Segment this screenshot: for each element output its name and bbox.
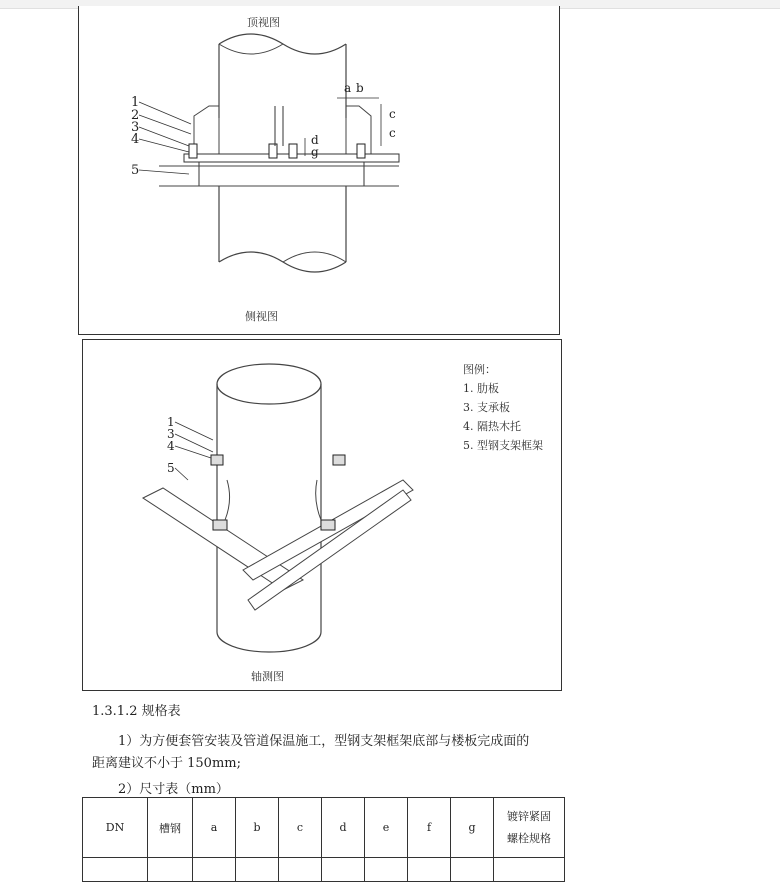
label-2: 2 <box>131 108 140 123</box>
dim-d: d <box>311 133 319 147</box>
legend-title: 图例： <box>463 363 496 376</box>
iso-label-4: 4 <box>167 439 175 453</box>
table-row <box>83 858 565 882</box>
header-d: d <box>322 798 365 858</box>
legend-item: 4. 隔热木托 <box>463 420 521 433</box>
header-c: c <box>279 798 322 858</box>
spec-table <box>82 797 565 882</box>
side-view-title: 侧视图 <box>245 310 278 323</box>
label-5: 5 <box>131 163 140 178</box>
dim-c1: c <box>389 107 396 121</box>
dim-c2: c <box>389 126 396 140</box>
iso-label-3: 3 <box>167 427 175 441</box>
section-heading: 1.3.1.2 规格表 <box>92 704 181 719</box>
iso-label-5: 5 <box>167 461 175 475</box>
dim-g: g <box>311 145 319 159</box>
paragraph-1-line-2: 距离建议不小于 150mm; <box>92 756 241 771</box>
figure-isometric <box>82 339 562 691</box>
header-channel: 槽钢 <box>148 798 193 858</box>
legend <box>463 360 543 455</box>
iso-caption: 轴测图 <box>251 670 284 683</box>
top-view-title: 顶视图 <box>247 16 280 29</box>
header-e: e <box>365 798 408 858</box>
dim-a: a <box>344 81 352 95</box>
label-4: 4 <box>131 132 140 147</box>
legend-item: 3. 支承板 <box>463 401 510 414</box>
header-bolt-line2: 螺栓规格 <box>507 831 551 845</box>
header-b: b <box>236 798 279 858</box>
dim-b: b <box>356 81 364 95</box>
legend-item: 1. 肋板 <box>463 382 499 395</box>
header-f: f <box>408 798 451 858</box>
paragraph-2: 2）尺寸表（mm） <box>118 782 229 797</box>
label-3: 3 <box>131 120 140 135</box>
header-bolt-spec <box>494 798 565 858</box>
header-bolt-line1: 镀锌紧固 <box>507 809 551 823</box>
label-1: 1 <box>131 95 140 110</box>
paragraph-1-line-1: 1）为方便套管安装及管道保温施工，型钢支架框架底部与楼板完成面的 <box>118 734 530 749</box>
header-g: g <box>451 798 494 858</box>
legend-item: 5. 型钢支架框架 <box>463 439 543 452</box>
iso-label-1: 1 <box>167 415 175 429</box>
figure-top-side-view <box>78 6 560 335</box>
top-view-drawing <box>79 6 559 334</box>
header-dn: DN <box>83 798 148 858</box>
header-a: a <box>193 798 236 858</box>
table-header-row <box>83 798 565 858</box>
